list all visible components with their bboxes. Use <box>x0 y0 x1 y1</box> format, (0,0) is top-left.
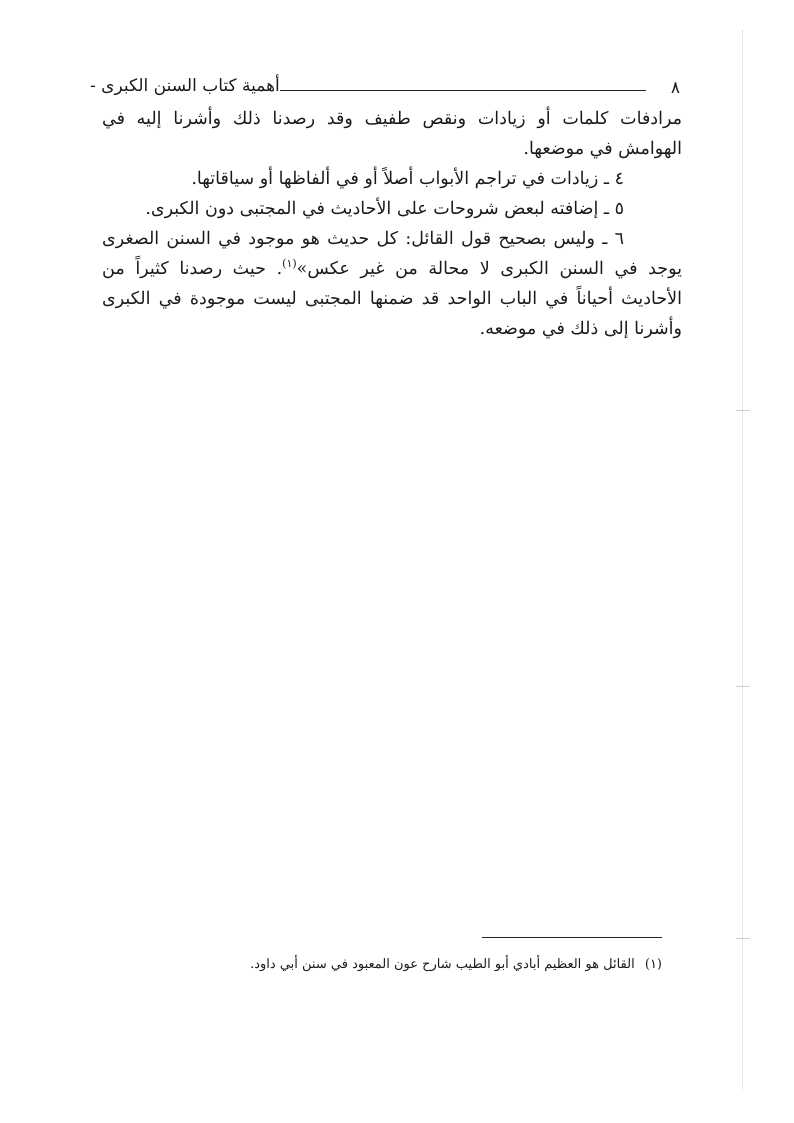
header-rule <box>280 90 646 91</box>
scan-tick-artifact <box>736 686 750 687</box>
page-number: ٨ <box>670 78 680 98</box>
running-header <box>90 76 680 102</box>
body-text <box>102 104 682 344</box>
paragraph-continuation: مرادفات كلمات أو زيادات ونقص طفيف وقد رصدنا ذلك وأشرنا إليه في الهوامش في موضعها. <box>102 109 682 159</box>
list-item-6 <box>102 224 682 344</box>
running-title: أهمية كتاب السنن الكبرى - <box>90 76 280 96</box>
list-item-6-continuation: . حيث رصدنا كثيراً من الأحاديث أحياناً في الباب الواحد قد ضمنها المجتبى ليست موجودة في الكبرى وأشرنا إلى ذلك في موضعه. <box>102 259 682 339</box>
list-item-4: ٤ ـ زيادات في تراجم الأبواب أصلاً أو في ألفاظها أو سياقاتها. <box>191 169 624 189</box>
list-item-6-text: ٦ ـ وليس بصحيح قول القائل: كل حديث هو موجود في السنن الصغرى يوجد في السنن الكبرى لا محالة من غير عكس» <box>102 229 682 279</box>
list-item-5: ٥ ـ إضافته لبعض شروحات على الأحاديث في المجتبى دون الكبرى. <box>145 199 624 219</box>
footnote-rule <box>482 937 662 938</box>
footnote-text: القائل هو العظيم أبادي أبو الطيب شارح عون المعبود في سنن أبي داود. <box>250 957 635 972</box>
footnote <box>230 955 662 975</box>
scan-tick-artifact <box>736 938 750 939</box>
footnote-reference[interactable]: (١) <box>282 257 297 271</box>
scan-tick-artifact <box>736 410 750 411</box>
footnote-marker: (١) <box>644 957 662 972</box>
scan-edge-artifact <box>742 30 743 1090</box>
